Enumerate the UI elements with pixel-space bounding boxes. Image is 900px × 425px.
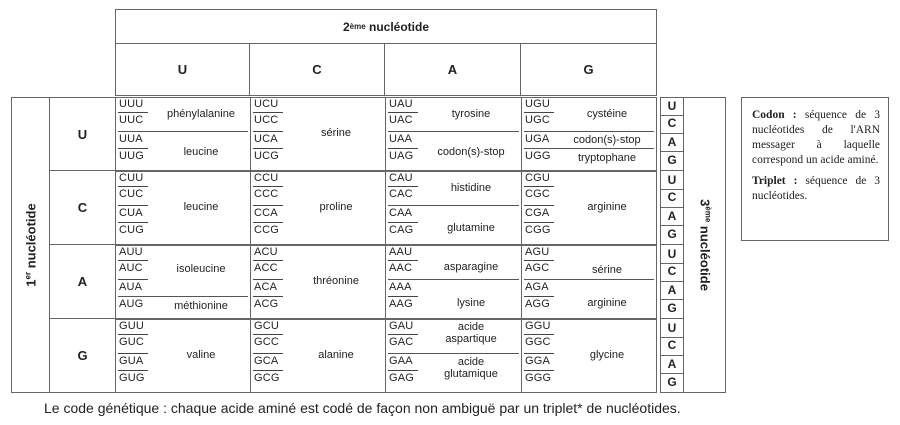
codon-block-uc [250,97,385,171]
third-nucleotide-column [660,97,684,393]
codon: ACU [254,246,278,258]
third-letter: G [667,227,677,241]
amino-acid-label: thréonine [313,275,359,287]
codon: CAA [389,207,413,219]
amino-acid-label: sérine [321,127,351,139]
third-nucleotide-sup: ème [703,206,713,223]
column-header-c: C [250,44,385,96]
amino-acid-label: lysine [456,297,486,309]
amino-acid-label: acide glutamique [444,356,498,380]
third-letter: C [667,338,677,352]
third-letter: C [667,116,677,130]
codon-underline [118,353,148,354]
codon: GCU [254,320,280,332]
codon: UCU [254,98,279,110]
second-nucleotide-sup: ème [349,22,366,31]
codon-underline [524,186,554,187]
third-nucleotide-text: nucléotide [696,222,712,291]
divider [661,299,683,300]
divider [661,151,683,152]
amino-acid-label: arginine [587,201,627,213]
codon: AAA [389,281,412,293]
codon: ACA [254,281,278,293]
codon: CAU [389,172,413,184]
codon-block-gc [250,319,385,393]
codon: AAU [389,246,413,258]
codon-block-au [115,245,250,319]
codon-underline [388,186,418,187]
divider [661,281,683,282]
codon: AGA [525,281,549,293]
codon: AUA [119,281,143,293]
second-nucleotide-label: nucléotide [365,19,430,34]
codon-block-gu [115,319,250,393]
third-letter: C [667,264,677,278]
codon: ACC [254,262,278,274]
amino-acid-label: leucine [183,201,219,213]
third-nucleotide-side [684,97,726,393]
codon: CCC [254,188,279,200]
amino-acid-label: tryptophane [577,152,637,164]
codon-underline [118,279,148,280]
codon: AGG [525,298,551,310]
codon: GGG [525,372,552,384]
amino-acid-label: arginine [587,297,627,309]
divider [661,133,683,134]
codon-underline [388,334,418,335]
codon-underline [253,370,283,371]
codon-underline [253,260,283,261]
codon: GAA [389,355,413,367]
codon: UAC [389,114,413,126]
first-nucleotide-side [11,97,49,393]
third-letter: G [667,153,677,167]
codon: GUU [119,320,145,332]
codon: CGC [525,188,551,200]
codon-block-ac [250,245,385,319]
codon-underline [524,296,554,297]
amino-acid-label: glycine [589,349,625,361]
codon-underline [253,222,283,223]
amino-acid-label: valine [186,349,216,361]
codon: GUC [119,336,145,348]
amino-acid-label: méthionine [174,300,228,312]
codon: CGA [525,207,550,219]
codon: UAU [389,98,413,110]
second-nucleotide-number: 2 [342,19,350,34]
codon-term: Codon : [752,109,797,121]
codon: AGU [525,246,550,258]
codon: CUU [119,172,144,184]
codon-underline [524,353,554,354]
column-header-g: G [521,44,657,96]
codon: GGA [525,355,551,367]
codon: GCG [254,372,280,384]
row-divider [524,131,654,132]
codon-underline [118,148,148,149]
codon: AUU [119,246,143,258]
codon-block-ua [385,97,521,171]
codon-underline [118,205,148,206]
codon: UGA [525,133,550,145]
codon: UCC [254,114,279,126]
codon-block-cc [250,171,385,245]
codon-block-ga [385,319,521,393]
amino-acid-label: leucine [183,146,219,158]
first-nucleotide-number: 1 [23,279,39,287]
amino-acid-label: cystéine [586,108,628,120]
codon: UAG [389,150,414,162]
amino-acid-label: codon(s)-stop [437,146,505,158]
codon: AAC [389,262,413,274]
codon-block-ug [521,97,657,171]
divider [661,170,683,171]
codon-underline [388,370,418,371]
codon-underline [524,205,554,206]
triplet-definition [752,174,880,204]
row-divider [524,148,654,149]
codon: ACG [254,298,279,310]
codon: GAG [389,372,415,384]
codon: GGU [525,320,551,332]
codon: UUG [119,150,145,162]
codon: UUA [119,133,143,145]
codon: CGG [525,224,551,236]
divider [661,318,683,319]
codon-underline [118,370,148,371]
codon: CGU [525,172,551,184]
codon-underline [524,260,554,261]
amino-acid-label: acide aspartique [445,321,497,345]
codon-text: séquence de 3 nucléotides de l'ARN messager à laquelle correspond un acide aminé. [752,109,880,166]
codon: AUG [119,298,144,310]
codon-block-uu [115,97,250,171]
codon: GCA [254,355,279,367]
codon-block-cg [521,171,657,245]
column-header-a: A [385,44,521,96]
third-letter: A [667,357,677,371]
codon-underline [388,260,418,261]
row-header-u: U [49,97,115,171]
definitions-box [741,97,889,241]
codon: GAU [389,320,414,332]
row-divider [388,205,519,206]
third-letter: U [667,173,677,187]
third-letter: U [667,321,677,335]
codon-underline [253,334,283,335]
codon-underline [253,353,283,354]
row-divider [524,279,654,280]
codon-underline [388,148,418,149]
codon: CAG [389,224,414,236]
codon-underline [253,186,283,187]
third-letter: A [667,209,677,223]
third-letter: A [667,135,677,149]
amino-acid-label: tyrosine [451,108,491,120]
divider [661,244,683,245]
codon: GGC [525,336,551,348]
amino-acid-label: proline [319,201,353,213]
divider [661,355,683,356]
codon-underline [253,205,283,206]
amino-acid-label: isoleucine [176,263,226,275]
first-nucleotide-text: nucléotide [23,203,39,272]
row-divider [118,131,248,132]
divider [661,373,683,374]
codon-underline [524,334,554,335]
third-nucleotide-number: 3 [696,199,712,207]
codon-block-ag [521,245,657,319]
amino-acid-label: phénylalanine [167,108,235,120]
codon: AGC [525,262,550,274]
codon: UGU [525,98,551,110]
codon: GUG [119,372,145,384]
third-letter: G [667,301,677,315]
codon: UUU [119,98,144,110]
row-header-g: G [49,319,115,393]
codon-block-cu [115,171,250,245]
codon: AAG [389,298,413,310]
codon-underline [253,296,283,297]
codon: CUC [119,188,144,200]
triplet-term: Triplet : [752,175,798,187]
codon-underline [388,296,418,297]
figure-caption: Le code génétique : chaque acide aminé est codé de façon non ambiguë par un triplet* de nucléotides. [44,400,681,416]
codon-underline [118,260,148,261]
third-letter: U [667,247,677,261]
codon-block-gg [521,319,657,393]
codon: CAC [389,188,413,200]
divider [661,225,683,226]
codon: CCA [254,207,278,219]
row-header-a: A [49,245,115,319]
codon: UGG [525,150,551,162]
codon: CCG [254,224,280,236]
codon: UCA [254,133,278,145]
codon-underline [388,112,418,113]
codon-underline [388,222,418,223]
amino-acid-label: histidine [450,182,492,194]
codon: UUC [119,114,144,126]
amino-acid-label: glutamine [447,222,495,234]
codon: CCU [254,172,279,184]
row-divider [388,353,519,354]
codon: UGC [525,114,551,126]
column-header-u: U [115,44,250,96]
third-nucleotide-label [697,199,712,291]
codon-block-ca [385,171,521,245]
amino-acid-label: codon(s)-stop [573,134,641,146]
codon-underline [118,112,148,113]
row-header-c: C [49,171,115,245]
codon-underline [253,279,283,280]
codon: UCG [254,150,280,162]
row-divider [118,296,248,297]
third-letter: A [667,283,677,297]
first-nucleotide-sup: er [22,271,32,280]
codon-underline [118,222,148,223]
codon-underline [118,186,148,187]
codon: CUG [119,224,145,236]
triplet-text: séquence de 3 nucléotides. [752,175,880,202]
row-divider [388,131,519,132]
row-divider [388,279,519,280]
codon-definition [752,108,880,168]
third-letter: U [667,99,677,113]
amino-acid-label: sérine [592,264,622,276]
third-letter: C [667,190,677,204]
codon: AUC [119,262,143,274]
codon: GUA [119,355,144,367]
codon-underline [253,112,283,113]
third-letter: G [667,375,677,389]
divider [661,207,683,208]
codon-underline [118,334,148,335]
codon: UAA [389,133,413,145]
codon: CUA [119,207,143,219]
second-nucleotide-header [115,9,657,44]
codon: GCC [254,336,280,348]
codon-underline [524,222,554,223]
codon-underline [524,112,554,113]
codon: GAC [389,336,414,348]
first-nucleotide-label [23,203,38,286]
codon-underline [253,148,283,149]
amino-acid-label: alanine [318,349,354,361]
codon-underline [253,131,283,132]
codon-block-aa [385,245,521,319]
codon-underline [524,370,554,371]
amino-acid-label: asparagine [443,261,499,273]
